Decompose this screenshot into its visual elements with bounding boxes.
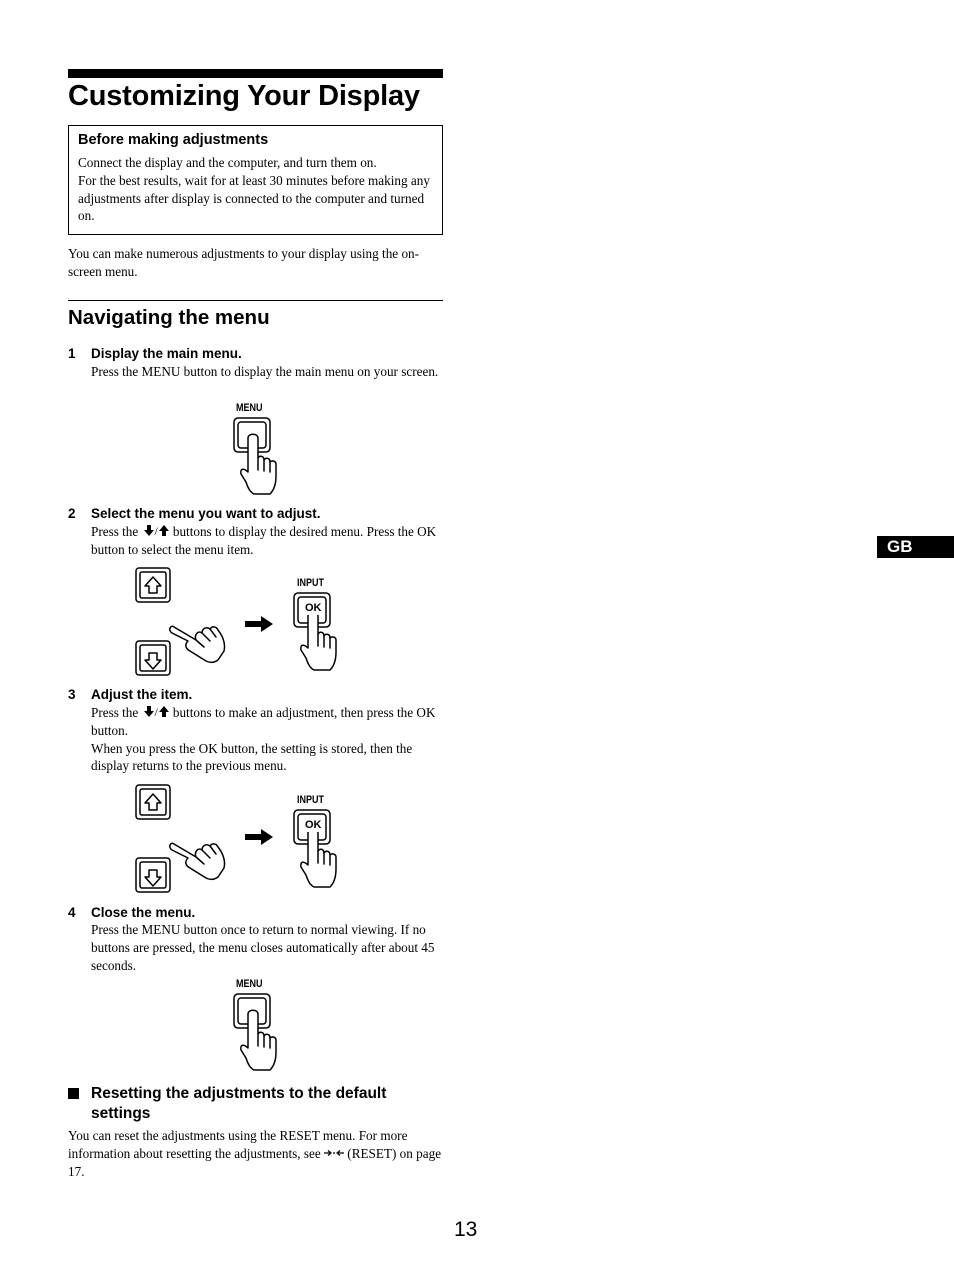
step-body: Press the / buttons to make an adjustment, then press the OK button. When you press the OK button, the setting is stored, then the display returns to the previous menu. bbox=[91, 704, 443, 775]
right-arrow-icon bbox=[244, 615, 274, 633]
up-down-buttons-illustration bbox=[130, 780, 240, 900]
section-title: Navigating the menu bbox=[68, 306, 270, 329]
step-body: Press the MENU button to display the main menu on your screen. bbox=[91, 364, 439, 379]
region-tab-label: GB bbox=[887, 537, 913, 556]
reset-heading-text: Resetting the adjustments to the default settings bbox=[91, 1085, 387, 1122]
reset-icon bbox=[324, 1149, 344, 1157]
note-body bbox=[78, 154, 438, 225]
region-tab bbox=[877, 536, 954, 558]
up-down-arrows-icon bbox=[142, 705, 170, 718]
up-down-arrows-icon bbox=[142, 524, 170, 537]
page-title: Customizing Your Display bbox=[68, 80, 420, 112]
step-body: Press the / buttons to display the desired menu. Press the OK button to select the menu item. bbox=[91, 524, 437, 557]
menu-button-label: MENU bbox=[236, 402, 263, 414]
down-arrow-icon bbox=[136, 641, 170, 675]
reset-body: You can reset the adjustments using the RESET menu. For more information about resetting the adjustments, see (RESET) on page 17. bbox=[68, 1128, 442, 1179]
step-body: Press the MENU button once to return to normal viewing. If no buttons are pressed, the menu closes automatically after about 45 seconds. bbox=[91, 922, 435, 973]
step-title: Close the menu. bbox=[91, 905, 196, 920]
note-line-2: For the best results, wait for at least 30 minutes before making any adjustments after display is connected to the computer and turned on. bbox=[78, 172, 430, 224]
note-title: Before making adjustments bbox=[78, 132, 269, 148]
menu-button-illustration bbox=[228, 414, 286, 498]
svg-text:/: / bbox=[154, 705, 158, 718]
right-arrow-icon bbox=[244, 828, 274, 846]
step-number: 4 bbox=[68, 905, 76, 920]
pointing-hand-icon bbox=[170, 626, 225, 662]
title-rule bbox=[68, 69, 443, 78]
page-number: 13 bbox=[454, 1218, 478, 1241]
menu-button-label: MENU bbox=[236, 978, 263, 990]
up-down-buttons-illustration bbox=[130, 563, 240, 683]
step-number: 2 bbox=[68, 506, 76, 521]
step-title: Select the menu you want to adjust. bbox=[91, 506, 321, 521]
step-number: 1 bbox=[68, 346, 76, 361]
step-title: Adjust the item. bbox=[91, 687, 193, 702]
svg-text:/: / bbox=[154, 524, 158, 537]
note-line-1: Connect the display and the computer, and turn them on. bbox=[78, 155, 377, 170]
input-button-label: INPUT bbox=[297, 577, 325, 589]
up-arrow-icon bbox=[136, 785, 170, 819]
note-box bbox=[68, 125, 443, 235]
intro-paragraph: You can make numerous adjustments to your display using the on-screen menu. bbox=[68, 246, 420, 279]
step-title: Display the main menu. bbox=[91, 346, 242, 361]
ok-button-text: OK bbox=[305, 819, 322, 831]
menu-button-illustration bbox=[228, 990, 286, 1074]
section-rule bbox=[68, 300, 443, 301]
step-body-2: When you press the OK button, the setting is stored, then the display returns to the previous menu. bbox=[91, 740, 413, 774]
down-arrow-icon bbox=[136, 858, 170, 892]
input-button-label: INPUT bbox=[297, 794, 325, 806]
up-arrow-icon bbox=[136, 568, 170, 602]
step-number: 3 bbox=[68, 687, 76, 702]
bullet-square-icon bbox=[68, 1088, 79, 1099]
pointing-hand-icon bbox=[170, 843, 225, 879]
ok-button-text: OK bbox=[305, 602, 322, 614]
